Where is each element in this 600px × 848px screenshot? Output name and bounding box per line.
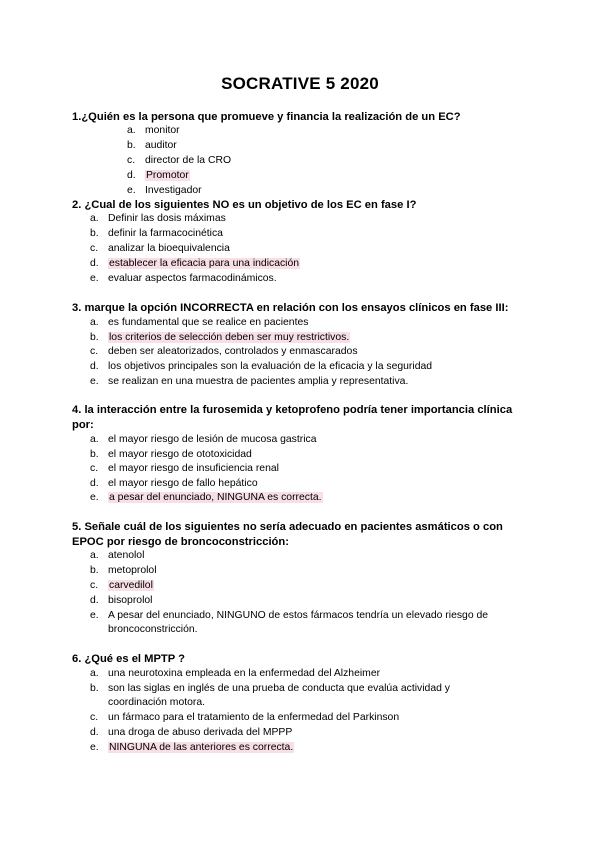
q5-option-a: a. atenolol — [90, 550, 145, 561]
question-4: 4. la interacción entre la furosemida y ketoprofeno podría tener importancia clínica por: — [72, 404, 513, 431]
q6-option-b: b. son las siglas en inglés de una prueba de conducta que evalúa actividad y coordinación motora. — [90, 683, 450, 708]
q4-option-a: a. el mayor riesgo de lesión de mucosa gastrica — [90, 434, 317, 445]
q2-option-b: b. definir la farmacocinética — [90, 228, 223, 239]
q5-option-c: c. carvedilol — [90, 580, 153, 591]
q1-option-a: a. monitor — [127, 125, 180, 136]
q2-option-e: e. evaluar aspectos farmacodinámicos. — [90, 273, 277, 284]
q3-option-d: d. los objetivos principales son la evaluación de la eficacia y la seguridad — [90, 361, 433, 372]
q5-option-e: e. A pesar del enunciado, NINGUNO de estos fármacos tendría un elevado riesgo de broncoconstricción. — [90, 610, 489, 635]
highlighted-answer: NINGUNA de las anteriores es correcta. — [109, 742, 294, 753]
q3-option-a: a. es fundamental que se realice en pacientes — [90, 317, 309, 328]
q6-option-c: c. un fármaco para el tratamiento de la enfermedad del Parkinson — [90, 712, 400, 723]
question-5: 5. Señale cuál de los siguientes no sería adecuado en pacientes asmáticos o con EPOC por riesgo de broncoconstricción: — [72, 521, 503, 548]
q6-option-a: a. una neurotoxina empleada en la enfermedad del Alzheimer — [90, 668, 381, 679]
highlighted-answer: Promotor — [146, 170, 189, 181]
q1-option-e: e. Investigador — [127, 185, 202, 196]
q4-option-c: c. el mayor riesgo de insuficiencia renal — [90, 463, 279, 474]
q2-option-a: a. Definir las dosis máximas — [90, 213, 226, 224]
q1-option-d: d. Promotor — [127, 170, 189, 181]
q6-option-d: d. una droga de abuso derivada del MPPP — [90, 727, 293, 738]
q1-option-b: b. auditor — [127, 140, 177, 151]
question-1: 1.¿Quién es la persona que promueve y financia la realización de un EC? — [72, 111, 461, 123]
highlighted-answer: a pesar del enunciado, NINGUNA es correcta. — [109, 492, 322, 503]
q4-option-b: b. el mayor riesgo de ototoxicidad — [90, 449, 252, 460]
q3-option-e: e. se realizan en una muestra de pacientes amplia y representativa. — [90, 376, 409, 387]
question-6: 6. ¿Qué es el MPTP ? — [72, 653, 185, 665]
q3-option-c: c. deben ser aleatorizados, controlados y enmascarados — [90, 346, 358, 357]
q3-option-b: b. los criterios de selección deben ser muy restrictivos. — [90, 332, 350, 343]
q5-option-d: d. bisoprolol — [90, 595, 153, 606]
q5-option-b: b. metoprolol — [90, 565, 157, 576]
highlighted-answer: establecer la eficacia para una indicación — [109, 258, 300, 269]
question-2: 2. ¿Cual de los siguientes NO es un objetivo de los EC en fase I? — [72, 199, 417, 211]
highlighted-answer: los criterios de selección deben ser muy restrictivos. — [109, 332, 350, 343]
q2-option-d: d. establecer la eficacia para una indicación — [90, 258, 300, 269]
q4-option-d: d. el mayor riesgo de fallo hepático — [90, 478, 258, 489]
q1-option-c: c. director de la CRO — [127, 155, 232, 166]
highlighted-answer: carvedilol — [109, 580, 153, 591]
question-3: 3. marque la opción INCORRECTA en relación con los ensayos clínicos en fase III: — [72, 302, 509, 314]
document-title: SOCRATIVE 5 2020 — [221, 74, 379, 93]
q6-option-e: e. NINGUNA de las anteriores es correcta. — [90, 742, 294, 753]
q4-option-e: e. a pesar del enunciado, NINGUNA es correcta. — [90, 492, 322, 503]
q2-option-c: c. analizar la bioequivalencia — [90, 243, 230, 254]
